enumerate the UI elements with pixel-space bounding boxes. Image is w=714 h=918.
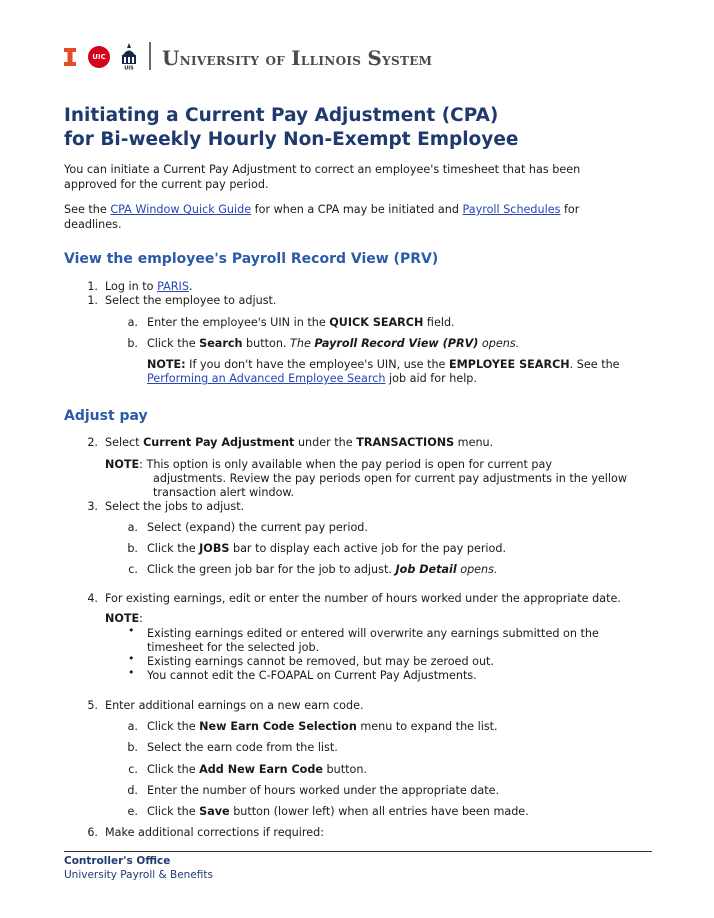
substep-click-jobs: Click the JOBS bar to display each active job for the pay period. bbox=[147, 542, 507, 555]
bullet-zeroed: Existing earnings cannot be removed, but may be zeroed out. bbox=[147, 655, 494, 668]
substep-letter: c. bbox=[128, 563, 138, 576]
substep-letter: d. bbox=[127, 784, 138, 797]
substep-new-earn-menu: Click the New Earn Code Selection menu to expand the list. bbox=[147, 720, 498, 733]
substep-click-search: Click the Search button. The Payroll Record View (PRV) opens. bbox=[147, 337, 520, 350]
substep-enter-uin: Enter the employee's UIN in the QUICK SEARCH field. bbox=[147, 316, 455, 329]
uis-logo-icon bbox=[118, 42, 140, 70]
note-pay-period: NOTE: This option is only available when the pay period is open for current pay adjustments. Review the pay periods open for current pay adjustments in the yellow transaction alert window. bbox=[105, 458, 627, 499]
substep-letter: e. bbox=[127, 805, 138, 818]
page-title: Initiating a Current Pay Adjustment (CPA) for Bi-weekly Hourly Non-Exempt Employee bbox=[64, 105, 519, 150]
section-heading-adjust-pay: Adjust pay bbox=[64, 408, 148, 424]
substep-add-earn-code: Click the Add New Earn Code button. bbox=[147, 763, 367, 776]
substep-letter: a. bbox=[127, 316, 138, 329]
bullet-icon: • bbox=[128, 666, 135, 679]
advanced-employee-search-link[interactable]: Performing an Advanced Employee Search bbox=[147, 372, 386, 385]
footer-divider bbox=[64, 851, 652, 852]
section-heading-view-prv: View the employee's Payroll Record View (PRV) bbox=[64, 251, 439, 267]
header-logo-bar bbox=[64, 40, 494, 72]
step-additional-corrections: Make additional corrections if required: bbox=[105, 826, 324, 839]
bullet-icon: • bbox=[128, 652, 135, 665]
substep-select-earn-code: Select the earn code from the list. bbox=[147, 741, 338, 754]
substep-letter: a. bbox=[127, 720, 138, 733]
substep-letter: a. bbox=[127, 521, 138, 534]
note-employee-search: NOTE: If you don't have the employee's UIN, use the EMPLOYEE SEARCH. See the Performing an Advanced Employee Search job aid for help. bbox=[147, 358, 620, 385]
substep-click-job-bar: Click the green job bar for the job to adjust. Job Detail opens. bbox=[147, 563, 498, 576]
uis-logo-text: UIS bbox=[124, 65, 134, 70]
illinois-i-logo-icon bbox=[64, 48, 76, 66]
substep-letter: b. bbox=[127, 542, 138, 555]
bullet-cfoapal: You cannot edit the C-FOAPAL on Current Pay Adjustments. bbox=[147, 669, 477, 682]
step-login: Log in to PARIS. bbox=[105, 280, 193, 293]
step-number: 1. bbox=[87, 294, 98, 307]
intro-paragraph-2: See the CPA Window Quick Guide for when a CPA may be initiated and Payroll Schedules for deadlines. bbox=[64, 203, 580, 231]
substep-click-save: Click the Save button (lower left) when all entries have been made. bbox=[147, 805, 529, 818]
logo-divider bbox=[149, 42, 151, 70]
step-select-employee: Select the employee to adjust. bbox=[105, 294, 277, 307]
cpa-window-quick-guide-link[interactable]: CPA Window Quick Guide bbox=[110, 203, 252, 216]
step-number: 3. bbox=[87, 500, 98, 513]
paris-link[interactable]: PARIS bbox=[157, 280, 189, 293]
uic-logo-icon: UIC bbox=[88, 46, 110, 68]
step-number: 2. bbox=[87, 436, 98, 449]
step-select-jobs: Select the jobs to adjust. bbox=[105, 500, 245, 513]
step-number: 6. bbox=[87, 826, 98, 839]
substep-letter: b. bbox=[127, 337, 138, 350]
step-number: 4. bbox=[87, 592, 98, 605]
system-name: University of Illinois System bbox=[162, 46, 433, 70]
substep-enter-hours: Enter the number of hours worked under the appropriate date. bbox=[147, 784, 500, 797]
step-select-cpa: Select Current Pay Adjustment under the TRANSACTIONS menu. bbox=[105, 436, 494, 449]
substep-letter: b. bbox=[127, 741, 138, 754]
footer-unit: University Payroll & Benefits bbox=[64, 869, 213, 881]
footer-office: Controller's Office bbox=[64, 855, 171, 867]
step-number: 5. bbox=[87, 699, 98, 712]
bullet-icon: • bbox=[128, 624, 135, 637]
note-label: NOTE: bbox=[105, 612, 143, 625]
substep-expand-period: Select (expand) the current pay period. bbox=[147, 521, 368, 534]
step-existing-earnings: For existing earnings, edit or enter the number of hours worked under the appropriate date. bbox=[105, 592, 621, 605]
step-number: 1. bbox=[87, 280, 98, 293]
substep-letter: c. bbox=[128, 763, 138, 776]
payroll-schedules-link[interactable]: Payroll Schedules bbox=[462, 203, 561, 216]
intro-paragraph-1: You can initiate a Current Pay Adjustment to correct an employee's timesheet that has been approved for the current pay period. bbox=[64, 163, 581, 191]
bullet-overwrite: Existing earnings edited or entered will overwrite any earnings submitted on the timesheet for the selected job. bbox=[147, 627, 599, 654]
step-new-earn-code: Enter additional earnings on a new earn code. bbox=[105, 699, 364, 712]
